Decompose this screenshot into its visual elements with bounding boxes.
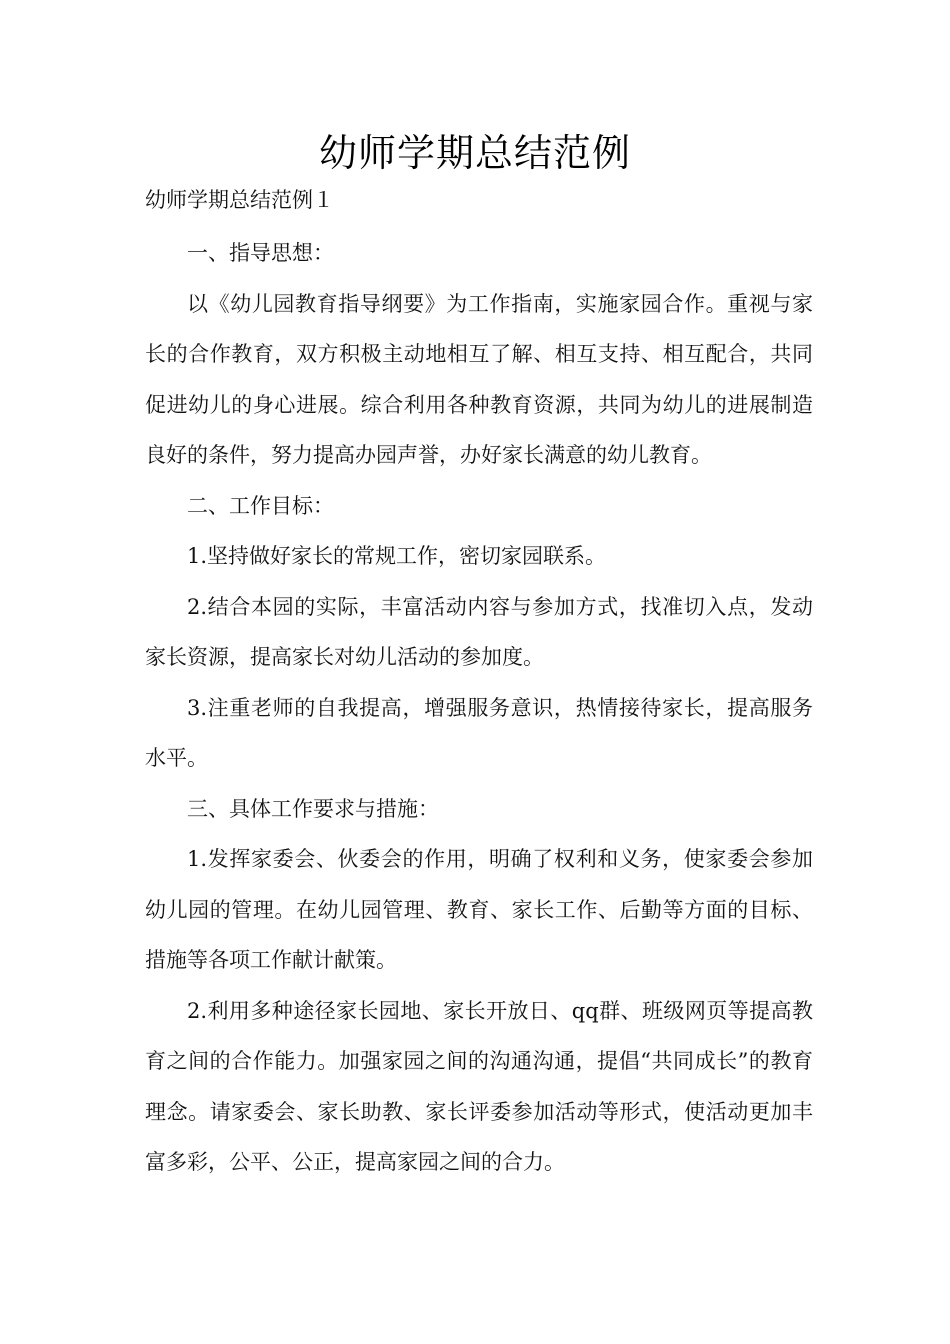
list-item: 1.发挥家委会、伙委会的作用，明确了权利和义务，使家委会参加幼儿园的管理。在幼儿园管理、教育、家长工作、后勤等方面的目标、措施等各项工作献计献策。	[145, 847, 813, 972]
section-heading: 一、指导思想：	[187, 241, 334, 265]
document-body	[145, 228, 813, 1188]
paragraph: 以《幼儿园教育指导纲要》为工作指南，实施家园合作。重视与家长的合作教育，双方积极主动地相互了解、相互支持、相互配合，共同促进幼儿的身心进展。综合利用各种教育资源，共同为幼儿的进展制造良好的条件，努力提高办园声誉，办好家长满意的幼儿教育。	[145, 291, 813, 467]
list-item: 2.利用多种途径家长园地、家长开放日、qq群、班级网页等提高教育之间的合作能力。加强家园之间的沟通沟通，提倡“共同成长”的教育理念。请家委会、家长助教、家长评委参加活动等形式，使活动更加丰富多彩，公平、公正，提高家园之间的合力。	[145, 998, 813, 1174]
list-item: 2.结合本园的实际，丰富活动内容与参加方式，找准切入点，发动家长资源，提高家长对幼儿活动的参加度。	[145, 594, 813, 669]
section-heading: 三、具体工作要求与措施：	[187, 796, 439, 821]
document-title: 幼师学期总结范例	[318, 131, 631, 175]
list-item: 3.注重老师的自我提高，增强服务意识，热情接待家长，提高服务水平。	[145, 695, 813, 770]
list-item: 1.坚持做好家长的常规工作，密切家园联系。	[187, 544, 607, 568]
document-subtitle: 幼师学期总结范例１	[145, 188, 334, 212]
section-heading: 二、工作目标：	[187, 493, 334, 518]
